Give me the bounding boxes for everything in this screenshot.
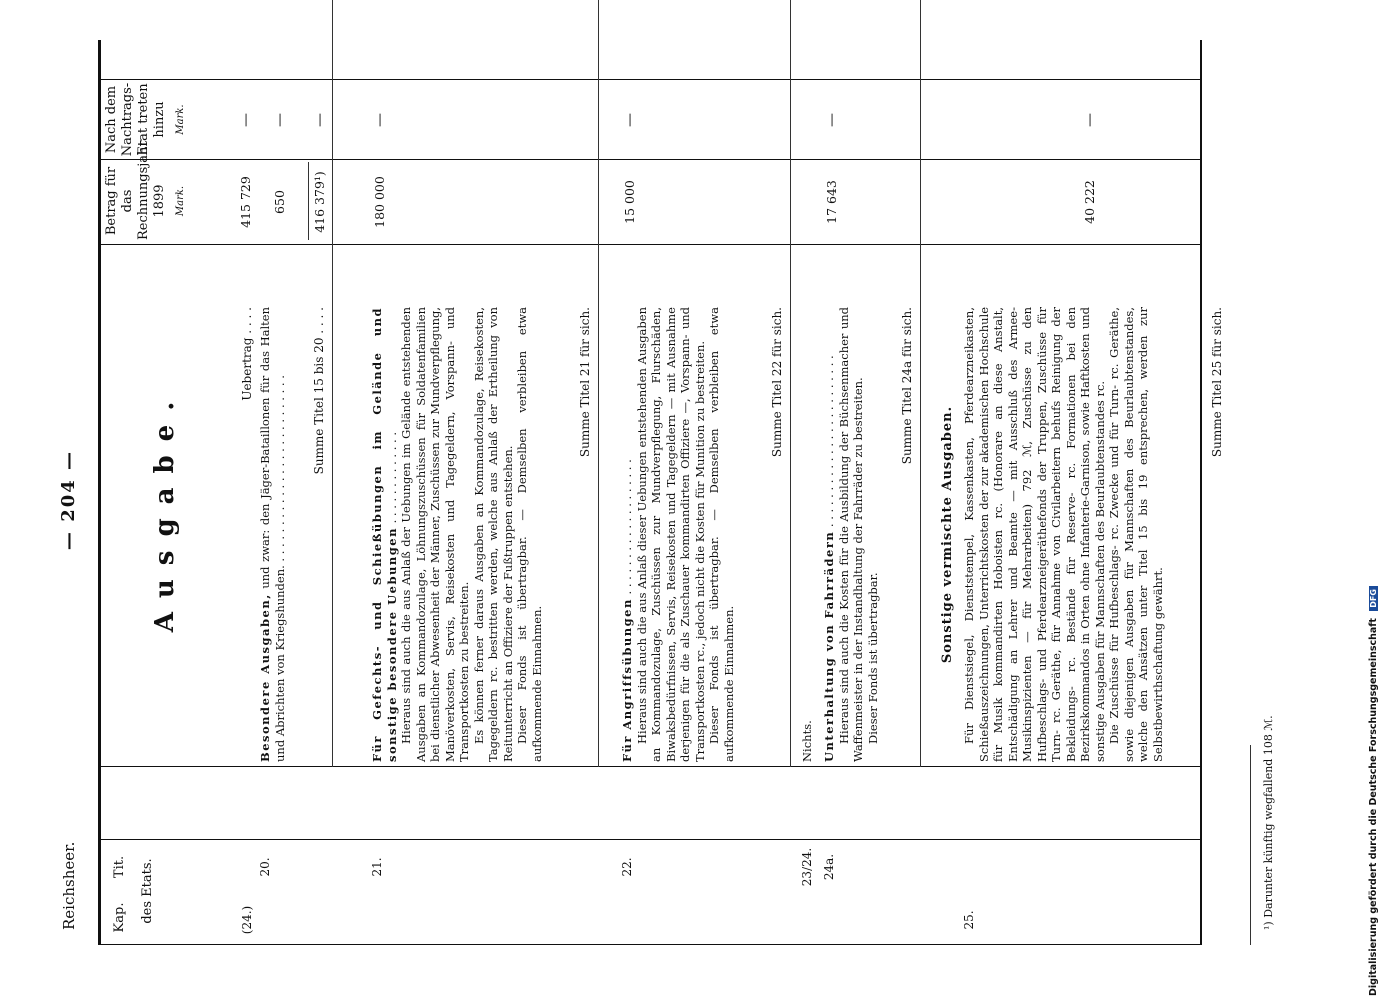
entry-text [800,307,815,762]
table-column-rule [98,839,1200,840]
row-rule [790,0,791,767]
entry-lead: Unterhaltung von Fahrrädern [822,530,836,762]
tit-number: 23/24. [800,847,814,887]
entry-paragraph: Nichts. [800,720,814,762]
tit-number: 24a. [822,853,836,881]
row-rule [598,0,599,767]
entry-paragraph: Dieser Fonds ist übertragbar. — Demselben verbleiben etwa aufkommende Einnahmen. [515,307,544,762]
table-bottom-rule [1200,40,1202,945]
col-nachtrag-header: Nach dem Nachtrags-Etat treten hinzu [104,82,167,157]
entry-text: Unterhaltung von Fahrrädern . . . . . . . . . . . . . . . . . . . . . . . . Hieraus sind auch die Kosten für die Ausbildung der Büchsenmacher und Waffenmeister in der Instandhaltung der Fahrräder zu bestreiten. Dieser Fonds ist übertragbar. [822,307,880,762]
footnote: ¹) Darunter künftig wegfallend 108 ℳ. [1262,715,1275,930]
table-column-rule [98,159,1200,160]
entry-lead: Für Angriffsübungen [620,598,634,762]
nachtrag-cell: — [372,113,388,127]
entry-text [258,307,287,762]
col-tit-header: Tit. [112,855,127,879]
amount-cell: 180 000 [372,176,387,228]
entry-text: Für Angriffsübungen . . . . . . . . . . . . . . . . . . . Hieraus sind auch die aus Anlaß dieser Uebungen entstehenden Ausgaben an Kommandozulage, Zuschüssen zur Mundverpflegung, Flurschäden, Biwaksbedürfnissen, Servis, Reisekosten und Tagegeldern — mit Ausnahme derjenigen für die als Zuschauer kommandirten Offiziere —, Vorspann- und Transportkosten rc., jedoch nicht die Kosten für Munition zu bestreiten. Dieser Fonds ist übertragbar. — Demselben verbleiben etwa aufkommende Einnahmen. [620,307,736,762]
col-etats-header: des Etats. [140,858,155,924]
amount-cell: 650 [272,190,287,214]
col-nachtrag-unit: Mark. [175,104,186,135]
sum-line: Summe Titel 15 bis 20 . . . . [312,307,326,475]
table-left-border [98,944,1200,945]
nachtrag-cell: — [272,113,288,127]
digitization-credit [1368,6,1382,996]
table-column-rule [98,766,1200,767]
entry-paragraph: Hieraus sind auch die aus Anlaß dieser Uebungen entstehenden Ausgaben an Kommandozulage, Zuschüssen zur Mundverpflegung, Flurschäden, Biwaksbedürfnissen, Servis, Reisekosten und Tagegeldern — mit Ausnahme derjenigen für die als Zuschauer kommandirten Offiziere —, Vorspann- und Transportkosten rc., jedoch nicht die Kosten für Munition zu bestreiten. [634,307,707,762]
entry-lead: Für Gefechts- und Schießübungen im Gelände und sonstige besondere Uebungen [370,307,399,762]
amount-cell: 415 729 [238,176,253,228]
kap-number: 25. [962,910,976,930]
col-kap-header: Kap. [112,902,127,933]
entry-paragraph: Die Zuschüsse für Hufbeschlags- rc. Zwecke und für Turn- rc. Geräthe, sowie diejenigen Ausgaben für Mannschaften des Beurlaubtenstandes, welche den Ansätzen unter Titel 15 bis 19 entsprechen, werden zur Selbstbewirthschaftung gewährt. [1107,307,1165,762]
tit-number: 20. [258,857,272,877]
section-title: Ausgabe. [150,387,180,633]
table-column-rule [98,79,1200,80]
amount-cell: 40 222 [1082,180,1097,224]
col-betrag-header: Betrag für das Rechnungsjahr 1899 [104,140,167,240]
sum-line: Summe Titel 22 für sich. [770,307,784,458]
entry-paragraph: Dieser Fonds ist übertragbar. [865,572,880,744]
amount-cell: 17 643 [824,180,839,224]
nachtrag-cell: — [622,113,638,127]
entry-paragraph: Hieraus sind auch die aus Anlaß der Uebungen im Gelände entstehenden Ausgaben an Kommandozulage, Löhnungszuschüssen für Soldatenfamilien bei dienstlicher Abwesenheit der Männer, Zuschüssen zur Mundverpflegung, Manöverkosten, Servis, Reisekosten und Tagegeldern, Vorspann- und Transportkosten zu bestreiten. [399,307,471,762]
nachtrag-cell: — [238,113,254,127]
entry-paragraph: Es können ferner daraus Ausgaben an Kommandozulage, Reisekosten, Tagegeldern rc. bestritten werden, welche aus Anlaß der Ertheilung von Reitunterricht an Offiziere der Fußtruppen entstehen. [471,307,515,762]
sum-line: Summe Titel 25 für sich. [1210,307,1224,458]
section-heading: Sonstige vermischte Ausgaben. [940,405,955,664]
amount-cell: 416 379¹) [312,171,327,233]
nachtrag-cell: — [1082,113,1098,127]
footnote-rule [1250,745,1251,945]
sum-line: Summe Titel 24a für sich. [900,307,914,465]
running-header: Reichsheer. [60,841,78,930]
dfg-logo: DFG [1369,586,1378,611]
sum-rule [308,162,309,240]
entry-lead: Besondere Ausgaben, [258,593,272,762]
entry-paragraph: Hieraus sind auch die Kosten für die Ausbildung der Büchsenmacher und Waffenmeister in der Instandhaltung der Fahrräder zu bestreiten. [836,307,865,762]
kap-number: (24.) [240,905,254,935]
amount-cell: 15 000 [622,180,637,224]
sum-line: Summe Titel 21 für sich. [578,307,592,458]
table-top-rule [98,40,101,945]
table-column-rule [98,244,1200,245]
col-betrag-unit: Mark. [175,185,186,217]
nachtrag-cell: — [312,113,328,127]
tit-number: 21. [370,857,384,877]
row-rule [332,0,333,767]
credit-text: Digitalisierung gefördert durch die Deutsche Forschungsgemeinschaft [1368,618,1379,996]
page-number: — 204 — [58,449,79,551]
entry-text: Für Gefechts- und Schießübungen im Gelände und sonstige besondere Uebungen . . . . . . . . . . . . . Hieraus sind auch die aus Anlaß der Uebungen im Gelände entstehenden Ausgaben an Kommandozulage, Löhnungszuschüssen für Soldatenfamilien bei dienstlicher Abwesenheit der Männer, Zuschüssen zur Mundverpflegung, Manöverkosten, Servis, Reisekosten und Tagegeldern, Vorspann- und Transportkosten zu bestreiten. Es können ferner daraus Ausgaben an Kommandozulage, Reisekosten, Tagegeldern rc. bestritten werden, welche aus Anlaß der Ertheilung von Reitunterricht an Offiziere der Fußtruppen entstehen. Dieser Fonds ist übertragbar. — Demselben verbleiben etwa aufkommende Einnahmen. [370,307,544,762]
tit-number: 22. [620,857,634,877]
entry-paragraph: und zwar: den Jäger-Bataillonen für das Halten und Abrichten von Kriegshunden. . . . . . . . . . . . . . . . . . . . . . . . . . . [258,307,287,762]
entry-paragraph: Für Dienstsiegel, Dienststempel, Kassenkasten, Pferdearzneikasten, Schießauszeichnungen, Unterrichtskosten der zur akademischen Hochschule für Musik kommandirten Hoboisten rc. (Honorare an diese Anstalt, Entschädigung an Lehrer und Beamte — mit Ausschluß des Armee-Musikinspizienten — für Mehrarbeiten) 792 ℳ, Zuschüsse zu den Hufbeschlags- und Pferdearzneigeräthefonds der Truppen, Zuschüsse für Turn- rc. Geräthe, für Annahme von Civilarbeitern behufs Reinigung der Bekleidungs- rc. Bestände für Reserve- rc. Formationen bei den Bezirkskommandos in Orten ohne Infanterie-Garnison, sowie Haftkosten und sonstige Ausgaben für Mannschaften des Beurlaubtenstandes rc. [962,307,1107,762]
entry-text [962,307,1165,762]
carry-over-line: Uebertrag . . . . [240,307,254,401]
row-rule [920,0,921,767]
nachtrag-cell: — [824,113,840,127]
entry-paragraph: Dieser Fonds ist übertragbar. — Demselben verbleiben etwa aufkommende Einnahmen. [707,307,736,762]
